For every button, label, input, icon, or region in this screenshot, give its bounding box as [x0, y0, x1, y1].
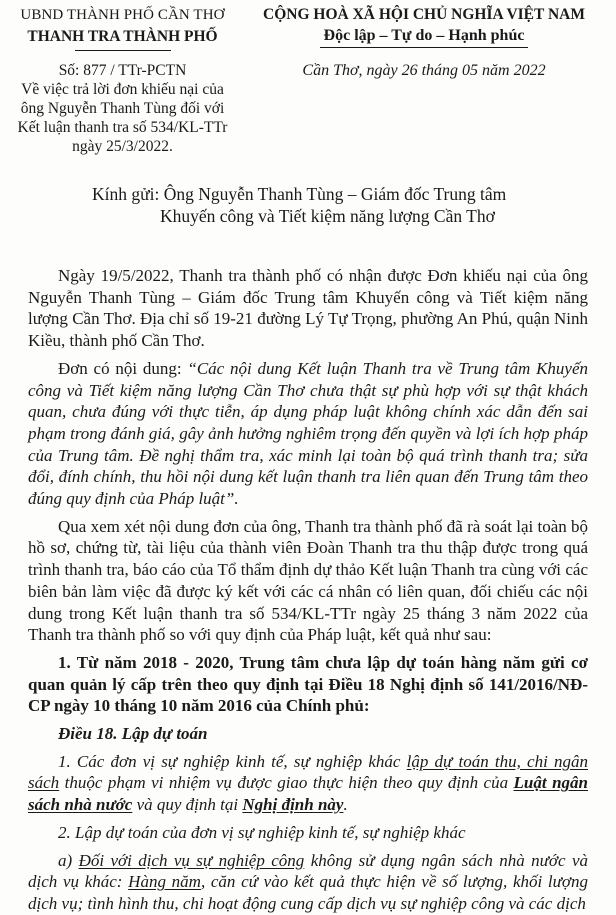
national-motto-block	[248, 5, 600, 51]
paragraph-text-run: Luật ngân sách nhà nước	[28, 773, 588, 815]
document-number-block	[0, 61, 245, 156]
issuing-agency-block	[0, 5, 245, 51]
parent-agency-name: UBND THÀNH PHỐ CẦN THƠ	[20, 7, 225, 23]
paragraph	[28, 358, 588, 510]
subject-line: Kết luận thanh tra số 534/KL-TTr	[17, 119, 228, 136]
document-header	[0, 0, 616, 51]
paragraph-text-run: .	[343, 795, 348, 815]
paragraph	[28, 652, 588, 717]
paragraph-text-run: 2. Lập dự toán của đơn vị sự nghiệp kinh tế, sự nghiệp khác	[58, 822, 466, 842]
subject-line: Về việc trả lời đơn khiếu nại của	[21, 81, 224, 98]
agency-name: THANH TRA THÀNH PHỐ	[27, 28, 218, 45]
recipient-block	[0, 183, 616, 227]
paragraph-text-run: thuộc phạm vi nhiệm vụ được giao thực hiện theo quy định của	[59, 773, 514, 793]
recipient-line-1: Kính gửi: Ông Nguyễn Thanh Tùng – Giám đốc Trung tâm	[92, 184, 507, 204]
paragraph-text-run: , căn cứ vào kết quả thực hiện về số lượng, khối lượng dịch vụ; tình hình thu, chi hoạt động cung cấp dịch vụ sự nghiệp công và các dịch	[28, 872, 588, 913]
paragraph-text-run: lập dự toán thu, chi ngân sách	[28, 751, 588, 793]
place-date-line: Cần Thơ, ngày 26 tháng 05 năm 2022	[302, 62, 546, 79]
document-meta-row	[0, 61, 616, 156]
paragraph	[28, 850, 588, 915]
paragraph	[28, 822, 588, 844]
body-paragraphs	[28, 265, 588, 915]
paragraph-text-run: Điều 18. Lập dự toán	[58, 724, 208, 744]
paragraph-text-run: Đối với dịch vụ sự nghiệp công	[78, 850, 305, 870]
paragraph-text-run: và quy định tại	[132, 795, 243, 815]
document-number: Số: 877 / TTr-PCTN	[58, 62, 187, 79]
national-title: CỘNG HOÀ XÃ HỘI CHỦ NGHĨA VIỆT NAM	[263, 6, 585, 23]
paragraph	[28, 265, 588, 352]
recipient-line-2: Khuyến công và Tiết kiệm năng lượng Cần Thơ	[160, 206, 495, 226]
paragraph-text-run: a)	[58, 850, 79, 870]
paragraph-text-run: Nghị định này	[242, 795, 344, 815]
paragraph-text-run: “Các nội dung Kết luận Thanh tra về Trung tâm Khuyến công và Tiết kiệm năng lượng Cần Thơ chưa thật sự phù hợp với sự thật khách quan, chưa đúng với thực tiễn, áp dụng pháp luật không chính xác dẫn đến sai phạm trong đánh giá, gây ảnh hưởng nghiêm trọng đến quyền và lợi ích hợp pháp của Trung tâm. Đề nghị thẩm tra, xác minh lại toàn bộ quá trình thanh tra; sửa đổi, đính chính, thu hồi nội dung kết luận thanh tra liên quan đến Trung tâm theo đúng quy định của Pháp luật”.	[28, 358, 588, 509]
national-motto: Độc lập – Tự do – Hạnh phúc	[320, 26, 529, 48]
paragraph-text-run: Ngày 19/5/2022, Thanh tra thành phố có nhận được Đơn khiếu nại của ông Nguyễn Thanh Tùng – Giám đốc Trung tâm Khuyến công và Tiết kiệm năng lượng Cần Thơ. Địa chỉ số 19-21 đường Lý Tự Trọng, phường An Phú, quận Ninh Kiều, thành phố Cần Thơ.	[28, 266, 588, 351]
paragraph	[28, 723, 588, 745]
paragraph-text-run: không sử dụng ngân sách nhà nước và dịch vụ khác:	[28, 850, 588, 892]
paragraph-text-run: Đơn có nội dung:	[58, 358, 188, 378]
agency-underline-rule	[75, 50, 171, 51]
paragraph	[28, 516, 588, 646]
paragraph-text-run: Qua xem xét nội dung đơn của ông, Thanh tra thành phố đã rà soát lại toàn bộ hồ sơ, chứng từ, tài liệu của thành viên Đoàn Thanh tra thu thập được trong quá trình thanh tra, báo cáo của Tổ thẩm định dự thảo Kết luận Thanh tra cùng với các biên bản làm việc đã được ký kết với các cá nhân có liên quan, đối chiếu các nội dung trong Kết luận thanh tra số 534/KL-TTr ngày 25 tháng 3 năm 2022 của Thanh tra thành phố so với quy định của Pháp luật, kết quả như sau:	[28, 516, 588, 645]
paragraph-text-run: 1. Các đơn vị sự nghiệp kinh tế, sự nghiệp khác	[58, 751, 407, 771]
subject-line: ông Nguyễn Thanh Tùng đối với	[20, 100, 225, 117]
paragraph-text-run: 1. Từ năm 2018 - 2020, Trung tâm chưa lập dự toán hàng năm gửi cơ quan quản lý cấp trên theo quy định tại Điều 18 Nghị định số 141/2016/NĐ-CP ngày 10 tháng 10 năm 2016 của Chính phủ:	[28, 652, 588, 716]
paragraph	[28, 751, 588, 816]
subject-line: ngày 25/3/2022.	[72, 138, 173, 155]
paragraph-text-run: Hàng năm	[128, 872, 201, 892]
